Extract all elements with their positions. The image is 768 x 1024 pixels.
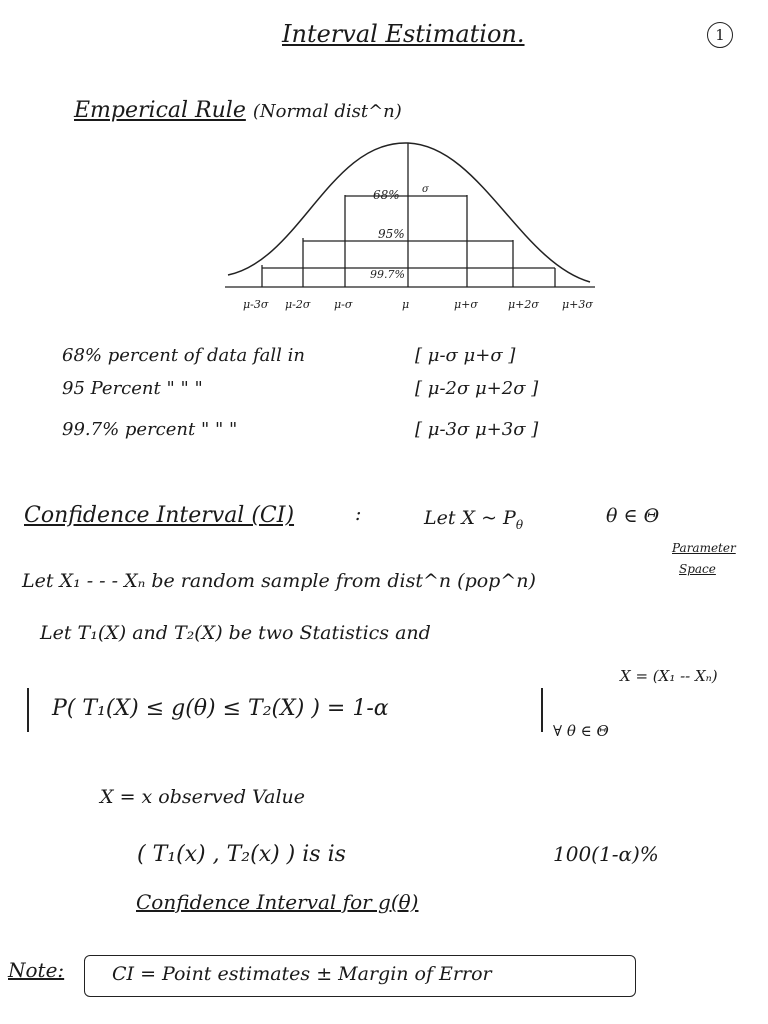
- vector-definition: X = (X₁ -- Xₙ): [620, 667, 718, 685]
- rule-interval-95: [ μ-2σ μ+2σ ]: [415, 378, 539, 399]
- page-title: Interval Estimation.: [282, 20, 525, 48]
- normal-curve-diagram: [0, 0, 768, 330]
- empirical-rule-title: Emperical Rule: [74, 98, 246, 123]
- interval-statement: ( T₁(x) , T₂(x) ) is is: [137, 842, 346, 867]
- label-sigma-mark: σ: [422, 184, 429, 195]
- rule-interval-997: [ μ-3σ μ+3σ ]: [415, 419, 539, 440]
- label-68: 68%: [373, 188, 400, 202]
- let-x-text: Let X ~ P: [424, 507, 516, 529]
- space-label: Space: [679, 562, 716, 576]
- ci-for-g-theta: Confidence Interval for g(θ): [136, 890, 419, 914]
- theta-in-space: θ ∈ Θ: [606, 505, 660, 527]
- rule-row-95: 95 Percent " " ": [62, 378, 203, 399]
- rule-row-997: 99.7% percent " " ": [62, 419, 238, 440]
- ci-heading: [24, 503, 294, 528]
- tick-mu: μ: [402, 298, 410, 311]
- normal-curve: [228, 143, 590, 282]
- tick-mu-minus-sigma: μ-σ: [334, 298, 353, 311]
- rule-interval-68: [ μ-σ μ+σ ]: [415, 345, 516, 366]
- tick-mu-plus-sigma: μ+σ: [454, 298, 478, 311]
- for-all-theta: ∀ θ ∈ Θ: [553, 722, 609, 740]
- tick-mu-minus-3sigma: μ-3σ: [243, 298, 269, 311]
- let-x-subscript: θ: [515, 517, 524, 532]
- page-number: 1: [707, 22, 733, 48]
- ci-line-random-sample: Let X₁ - - - Xₙ be random sample from dist^n (pop^n): [22, 570, 536, 592]
- note-formula: CI = Point estimates ± Margin of Error: [112, 963, 492, 985]
- label-95: 95%: [378, 227, 405, 241]
- tick-mu-plus-3sigma: μ+3σ: [562, 298, 593, 311]
- observed-value-line: X = x observed Value: [100, 786, 306, 808]
- ci-colon: :: [355, 503, 362, 525]
- ci-heading-text: Confidence Interval (CI): [24, 503, 295, 528]
- label-997: 99.7%: [370, 268, 405, 281]
- parameter-label: Parameter: [672, 541, 736, 555]
- probability-statement: P( T₁(X) ≤ g(θ) ≤ T₂(X) ) = 1-α: [52, 696, 389, 721]
- let-x-distribution: [424, 507, 523, 532]
- rule-row-68: 68% percent of data fall in: [62, 345, 305, 366]
- empirical-rule-subtitle: (Normal dist^n): [252, 101, 402, 122]
- note-label: Note:: [8, 958, 65, 982]
- confidence-level: 100(1-α)%: [553, 842, 659, 866]
- tick-mu-minus-2sigma: μ-2σ: [285, 298, 311, 311]
- tick-mu-plus-2sigma: μ+2σ: [508, 298, 539, 311]
- ci-line-statistics: Let T₁(X) and T₂(X) be two Statistics and: [40, 622, 431, 644]
